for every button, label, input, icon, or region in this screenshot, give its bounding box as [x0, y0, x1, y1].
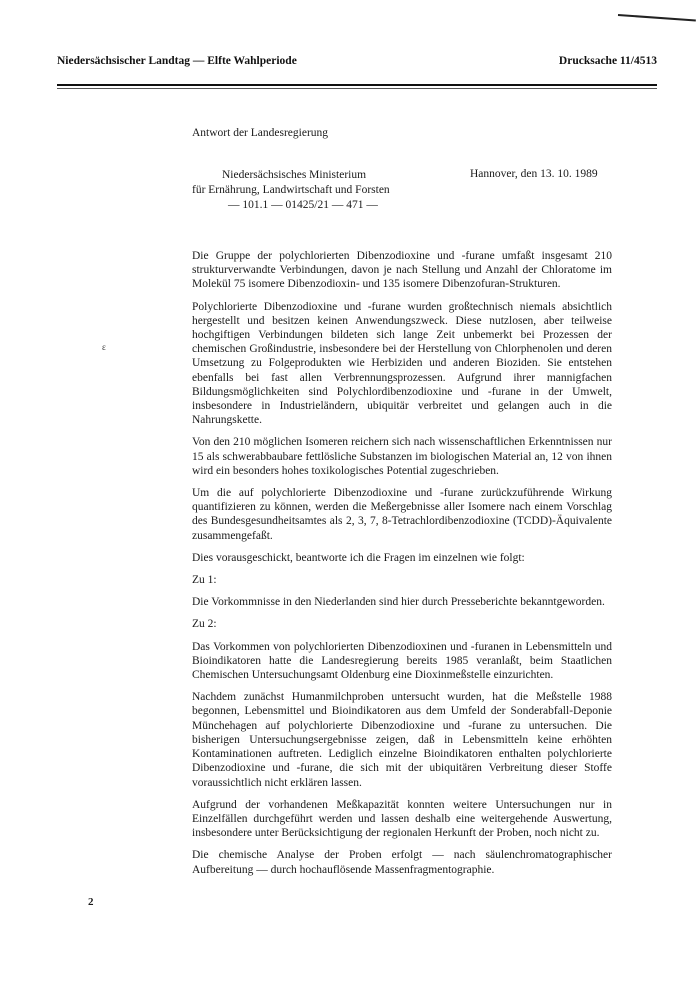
question-heading: Zu 1:	[192, 574, 217, 587]
paragraph: Von den 210 möglichen Isomeren reichern sich nach wissenschaftlichen Erkenntnissen nur 15 als schwerabbaubare fettlösliche Substanzen im biologischen Material an, 12 von ihnen wird ein besonders hohes toxikologisches Potential zugeschrieben.	[192, 436, 612, 477]
paragraph: Nachdem zunächst Humanmilchproben untersucht wurden, hat die Meßstelle 1988 begonnen, Lebensmittel und Bioindikatoren aus dem Umfeld der Sonderabfall-Deponie Münchehagen auf polychlorierte Dibenzodioxine und -furane zu untersuchen. Die bisherigen Untersuchungsergebnisse zeigen, daß in Lebensmitteln keine erhöhten Kontaminationen auftreten. Lediglich einzelne Bioindikatoren enthalten polychlorierte Dibenzodioxine und -furane, die sich mit der ubiquitären Verbreitung dieser Stoffe voraussichtlich nicht erklären lassen.	[192, 691, 612, 789]
paragraph: Polychlorierte Dibenzodioxine und -furane wurden großtechnisch niemals absichtlich hergestellt und besitzen keinen Anwendungszweck. Diese nutzlosen, aber teilweise hochgiftigen Verbindungen bildeten sich lange Zeit unbemerkt bei Prozessen der chemischen Großindustrie, insbesondere bei der Herstellung von Chlorphenolen und deren Umsetzung zu Folgeprodukten wie Herbiziden und anderen Bioziden. Sie entstehen ebenfalls bei fast allen Verbrennungsprozessen. Aufgrund ihrer mannigfachen Bildungsmöglichkeiten sind Polychlordibenzodioxine und -furane in der Umwelt, insbesondere in Industrieländern, ubiquitär verbreitet und gelangen auch in die Nahrungskette.	[192, 300, 612, 427]
page-number: 2	[88, 896, 94, 908]
document-date: Hannover, den 13. 10. 1989	[470, 168, 598, 180]
paragraph: Das Vorkommen von polychlorierten Dibenzodioxinen und -furanen in Lebensmitteln und Bioindikatoren hatte die Landesregierung bereits 1985 veranlaßt, beim Staatlichen Chemischen Untersuchungsamt Oldenburg eine Dioxinmeßstelle einzurichten.	[192, 640, 612, 682]
scan-artifact-line	[618, 14, 696, 21]
paragraph: Die Vorkommnisse in den Niederlanden sind hier durch Presseberichte bekanntgeworden.	[192, 596, 605, 609]
document-body	[192, 249, 612, 885]
margin-mark: ε	[102, 342, 106, 352]
header-rule-thin	[57, 88, 657, 89]
header-document-number: Drucksache 11/4513	[558, 55, 657, 67]
paragraph: Die Gruppe der polychlorierten Dibenzodioxine und -furane umfaßt insgesamt 210 strukturverwandte Verbindungen, davon je nach Stellung und Anzahl der Chloratome im Molekül 75 isomere Dibenzodioxin- und 135 isomere Dibenzofuran-Strukturen.	[192, 250, 612, 291]
question-heading: Zu 2:	[192, 618, 217, 631]
paragraph: Um die auf polychlorierte Dibenzodioxine und -furane zurückzuführende Wirkung quantifizieren zu können, werden die Meßergebnisse aller Isomere nach einem Vorschlag des Bundesgesundheitsamtes als 2, 3, 7, 8-Tetrachlordibenzodioxine (TCDD)-Äquivalente zusammengefaßt.	[192, 487, 612, 542]
sender-department: für Ernährung, Landwirtschaft und Forsten	[192, 184, 390, 196]
header-rule	[57, 84, 657, 86]
page-header	[57, 55, 657, 73]
paragraph: Die chemische Analyse der Proben erfolgt — nach säulenchromatographischer Aufbereitung — durch hochauflösende Massenfragmentographie.	[192, 849, 612, 876]
sender-ministry: Niedersächsisches Ministerium	[222, 169, 367, 181]
sender-reference: — 101.1 — 01425/21 — 471 —	[228, 199, 378, 211]
header-parliament-title: Niedersächsischer Landtag — Elfte Wahlperiode	[57, 55, 297, 67]
paragraph: Aufgrund der vorhandenen Meßkapazität konnten weitere Untersuchungen nur in Einzelfällen durchgeführt werden und lassen deshalb eine weitergehende Auswertung, insbesondere unter Berücksichtigung der regionalen Herkunft der Proben, noch nicht zu.	[192, 798, 612, 840]
section-heading: Antwort der Landesregierung	[192, 127, 329, 139]
sender-block	[192, 168, 390, 213]
paragraph: Dies vorausgeschickt, beantworte ich die Fragen im einzelnen wie folgt:	[192, 551, 525, 564]
